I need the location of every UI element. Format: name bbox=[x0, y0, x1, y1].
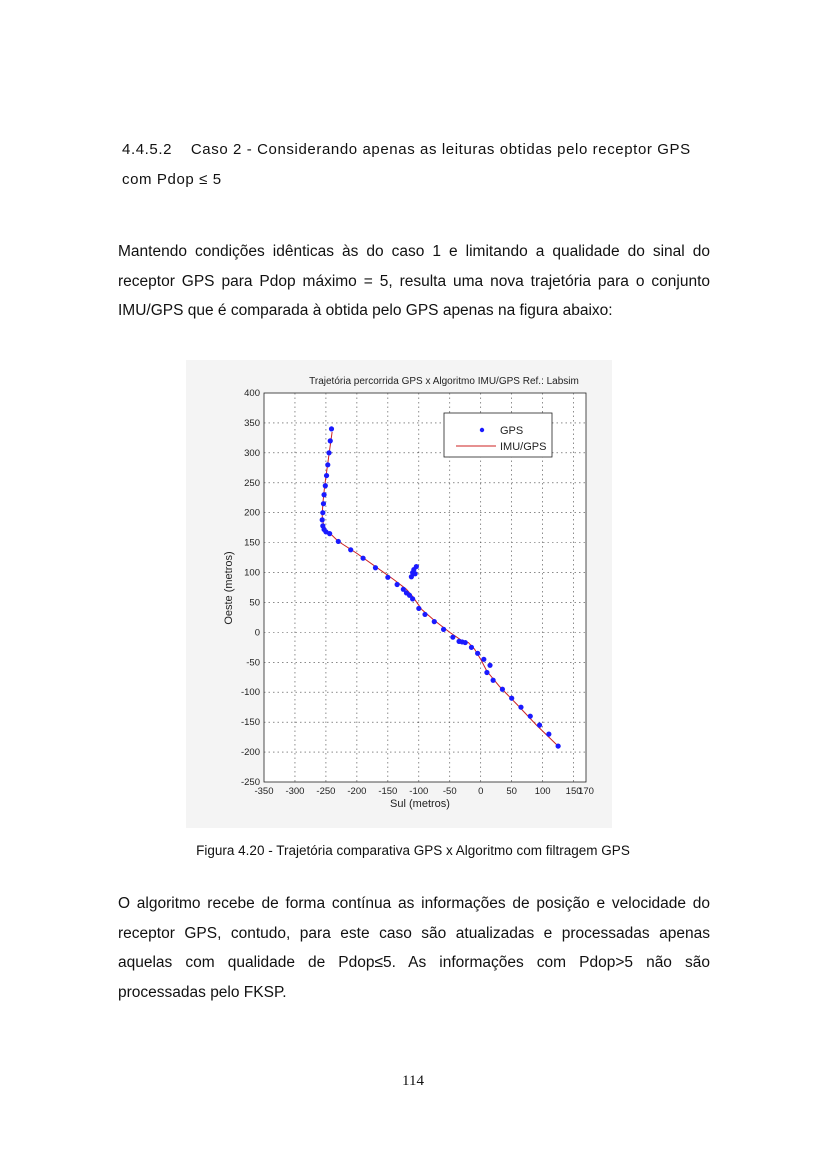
chart-title: Trajetória percorrida GPS x Algoritmo IMU/GPS Ref.: Labsim bbox=[309, 376, 579, 387]
legend-gps-marker bbox=[480, 428, 484, 432]
y-axis-label: Oeste (metros) bbox=[223, 551, 235, 625]
x-tick-label: -50 bbox=[442, 786, 457, 797]
legend bbox=[444, 413, 552, 457]
gps-point bbox=[329, 426, 334, 431]
gps-point bbox=[481, 657, 486, 662]
gps-point bbox=[546, 732, 551, 737]
x-tick-label: 50 bbox=[506, 786, 517, 797]
gps-point bbox=[469, 645, 474, 650]
legend-imu-label: IMU/GPS bbox=[500, 441, 547, 453]
gps-point bbox=[537, 723, 542, 728]
gps-point bbox=[327, 531, 332, 536]
x-tick-label: -350 bbox=[254, 786, 274, 797]
gps-point bbox=[324, 473, 329, 478]
y-tick-label: 100 bbox=[244, 567, 260, 579]
y-tick-label: -200 bbox=[240, 747, 260, 759]
gps-point bbox=[328, 438, 333, 443]
paragraph-body: O algoritmo recebe de forma contínua as informações de posição e velocidade do receptor GPS, contudo, para este caso são atualizadas e processadas apenas aquelas com qualidade de Pdop≤5. As informações com Pdop>5 não são processadas pelo FKSP. bbox=[118, 895, 710, 1001]
section-title: Caso 2 - Considerando apenas as leituras obtidas pelo receptor GPS com Pdop ≤ 5 bbox=[122, 141, 691, 188]
y-tick-label: 350 bbox=[244, 417, 260, 429]
y-tick-label: 300 bbox=[244, 447, 260, 459]
gps-point bbox=[323, 483, 328, 488]
x-tick-label: 170 bbox=[578, 786, 594, 797]
gps-point bbox=[475, 651, 480, 656]
x-tick-label: 0 bbox=[478, 786, 484, 797]
x-tick-label: 100 bbox=[534, 786, 551, 797]
gps-point bbox=[336, 539, 341, 544]
y-tick-label: -250 bbox=[240, 777, 260, 788]
paragraph-intro: Mantendo condições idênticas às do caso 1 e limitando a qualidade do sinal do receptor GPS para Pdop máximo = 5, resulta uma nova trajetória para o conjunto IMU/GPS que é comparada à obtida pelo GPS apenas na figura abaixo: bbox=[118, 243, 710, 320]
x-tick-label: -300 bbox=[285, 786, 305, 797]
figure-caption: Figura 4.20 - Trajetória comparativa GPS x Algoritmo com filtragem GPS bbox=[196, 843, 630, 858]
gps-point bbox=[385, 575, 390, 580]
gps-point bbox=[410, 596, 415, 601]
figure-chart bbox=[186, 360, 612, 828]
gps-point bbox=[432, 619, 437, 624]
y-tick-label: 250 bbox=[244, 477, 260, 489]
x-axis-label: Sul (metros) bbox=[390, 798, 450, 810]
y-tick-label: 200 bbox=[244, 507, 260, 519]
x-tick-label: -100 bbox=[409, 786, 429, 797]
x-tick-label: -250 bbox=[316, 786, 336, 797]
y-tick-label: -100 bbox=[240, 687, 260, 699]
gps-point bbox=[500, 687, 505, 692]
legend-gps-label: GPS bbox=[500, 425, 524, 437]
gps-point bbox=[412, 571, 417, 576]
y-tick-label: -50 bbox=[246, 657, 260, 669]
gps-point bbox=[348, 547, 353, 552]
y-tick-label: -150 bbox=[240, 717, 260, 729]
gps-point bbox=[518, 705, 523, 710]
gps-point bbox=[441, 627, 446, 632]
gps-point bbox=[326, 450, 331, 455]
gps-point bbox=[487, 663, 492, 668]
gps-point bbox=[484, 670, 489, 675]
section-heading bbox=[122, 135, 710, 195]
gps-point bbox=[491, 678, 496, 683]
gps-point bbox=[416, 606, 421, 611]
y-tick-label: 0 bbox=[254, 627, 260, 639]
x-tick-label: -200 bbox=[347, 786, 367, 797]
gps-point bbox=[373, 565, 378, 570]
trajectory-chart bbox=[186, 360, 612, 828]
gps-point bbox=[360, 556, 365, 561]
gps-point bbox=[325, 462, 330, 467]
gps-point bbox=[321, 492, 326, 497]
gps-point bbox=[509, 696, 514, 701]
gps-point bbox=[450, 635, 455, 640]
y-tick-label: 400 bbox=[244, 388, 260, 399]
gps-point bbox=[422, 612, 427, 617]
gps-point bbox=[528, 714, 533, 719]
gps-point bbox=[320, 510, 325, 515]
gps-point bbox=[556, 743, 561, 748]
gps-point bbox=[321, 501, 326, 506]
gps-point bbox=[395, 582, 400, 587]
gps-point bbox=[320, 517, 325, 522]
x-tick-label: 150 bbox=[565, 786, 582, 797]
gps-point bbox=[463, 640, 468, 645]
y-tick-label: 50 bbox=[249, 597, 260, 609]
page-number: 114 bbox=[402, 1073, 424, 1089]
x-tick-label: -150 bbox=[378, 786, 398, 797]
y-tick-label: 150 bbox=[244, 537, 260, 549]
gps-point bbox=[414, 564, 419, 569]
section-number: 4.4.5.2 bbox=[122, 141, 173, 158]
